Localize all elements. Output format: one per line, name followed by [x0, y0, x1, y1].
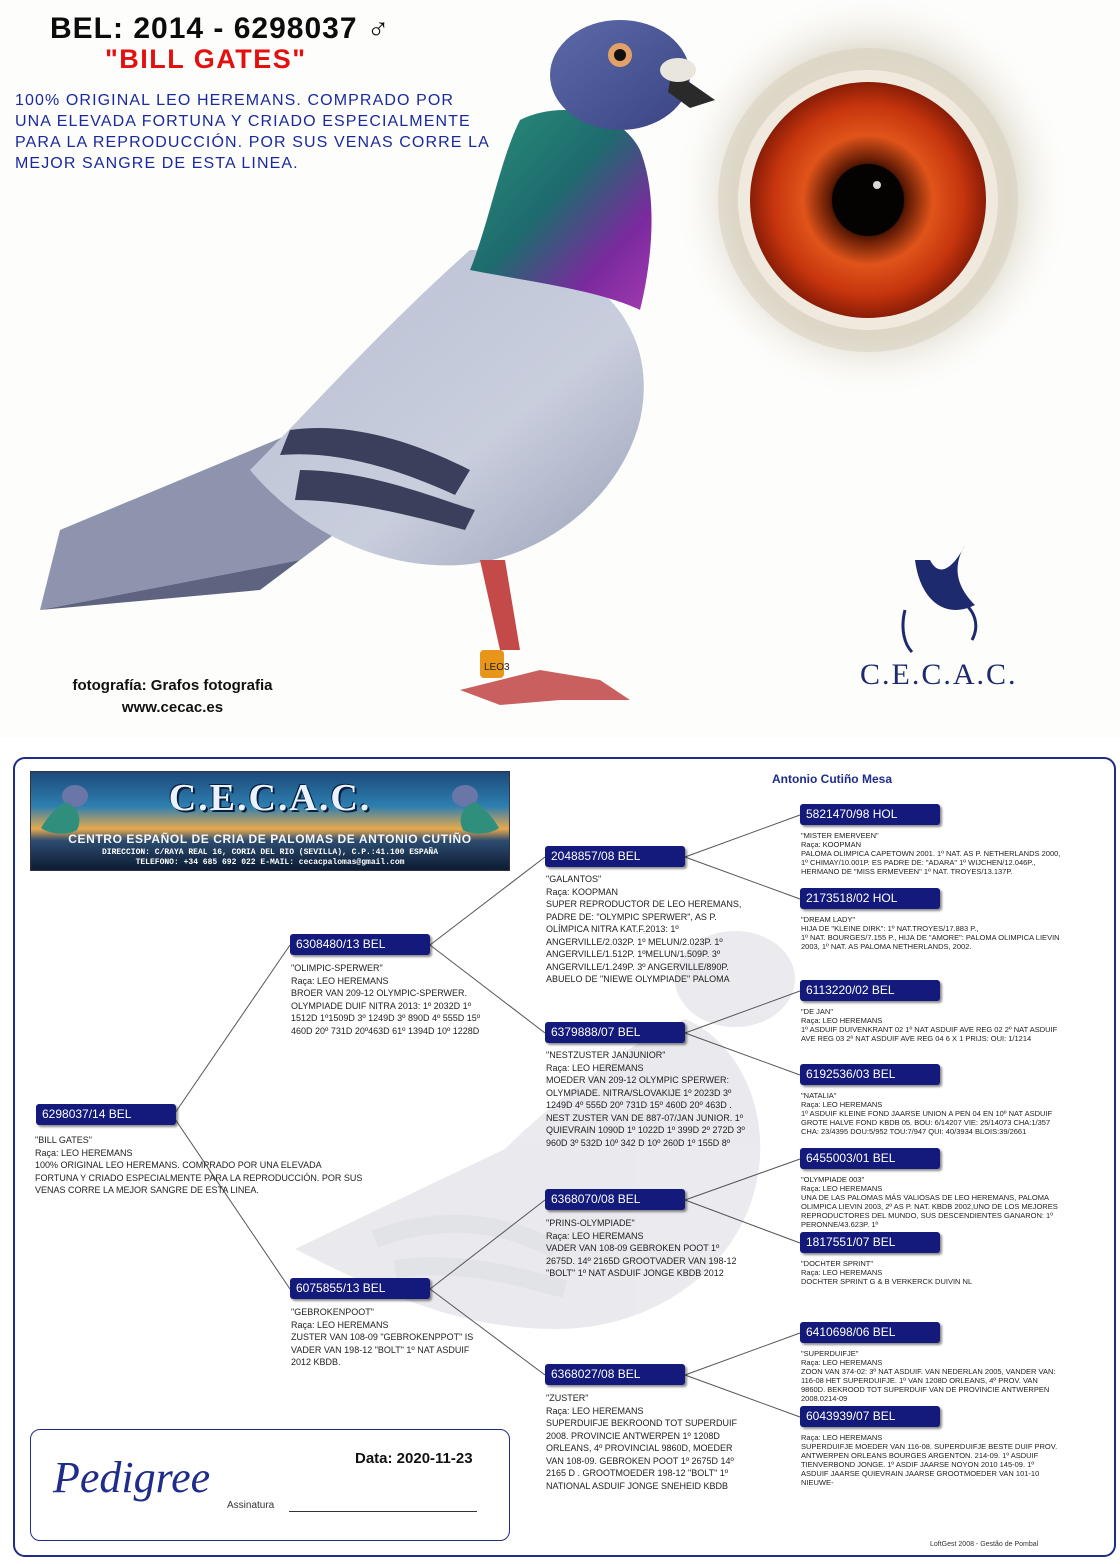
bird-name: "SUPERDUIFJE" [801, 1349, 859, 1358]
card-fff [801, 831, 1061, 876]
card-mff [801, 1175, 1061, 1229]
card-father [291, 962, 486, 1037]
bird-breed: Raça: LEO HEREMANS [801, 1358, 883, 1367]
card-subject [35, 1134, 365, 1197]
bird-notes: 100% ORIGINAL LEO HEREMANS. COMPRADO POR UNA ELEVADA FORTUNA Y CRIADO ESPECIALMENTE PARA LA REPRODUCCIÓN. POR SUS VENAS CORRE LA MEJOR SANGRE DE ESTA LINEA. [35, 1160, 363, 1195]
ring-ffm[interactable]: 2173518/02 HOL [800, 888, 940, 909]
bird-name: "MISTER EMERVEEN" [801, 831, 879, 840]
pedigree-logo: Pedigree [53, 1453, 211, 1502]
software-credit: LoftGest 2008 - Gestão de Pombal [930, 1541, 1039, 1548]
bird-name: "PRINS-OLYMPIADE" [546, 1218, 635, 1228]
bird-name: "BILL GATES" [35, 1135, 92, 1145]
ring-mmf[interactable]: 6410698/06 BEL [800, 1322, 940, 1343]
bird-notes: 1º NAT. BOURGES/7.155 P., HIJA DE "AMORE": PALOMA OLIMPICA LIEVIN 2003, 1º NAT. AS PALOMA NETHERLANDS, 2002. [801, 933, 1060, 951]
ring-father[interactable]: 6308480/13 BEL [290, 934, 430, 955]
card-mm [546, 1392, 746, 1492]
bird-breed: Raça: LEO HEREMANS [801, 1100, 883, 1109]
card-mfm [801, 1259, 1061, 1286]
ring-ff[interactable]: 2048857/08 BEL [545, 846, 685, 867]
ring-fmf[interactable]: 6113220/02 BEL [800, 980, 940, 1001]
signature-label: Assinatura [227, 1500, 275, 1511]
bird-notes: DOCHTER SPRINT G & B VERKERCK DUIVIN NL [801, 1277, 973, 1286]
owner-name: Antonio Cutiño Mesa [772, 772, 892, 786]
bird-notes: SUPERDUIFJE BEKROOND TOT SUPERDUIF 2008. PROVINCIE ANTWERPEN 1º 1208D ORLEANS, 4º PROVINCIAL 9860D, MOEDER VAN 108-09. GEBROKEN POOT 1º 2675D 14º 2165 D . GROOTMOEDER 198-12 "BOLT" 1º NATIONAL ASDUIF JONGE SNEHEID KBDB [546, 1418, 738, 1491]
bird-breed: Raça: LEO HEREMANS [291, 1319, 389, 1330]
hero-ring-title: BEL: 2014 - 6298037 ♂ [50, 12, 391, 45]
pedigree-sheet [13, 757, 1116, 1557]
photo-credit-line: fotografía: Grafos fotografia [72, 677, 273, 694]
card-mmm [801, 1433, 1061, 1487]
bird-breed: Raça: LEO HEREMANS [546, 1230, 644, 1241]
bird-breed: Raça: LEO HEREMANS [35, 1147, 133, 1158]
bird-name: "OLIMPIC-SPERWER" [291, 963, 383, 973]
ring-tag: LEO3 [484, 662, 510, 673]
ring-mff[interactable]: 6455003/01 BEL [800, 1148, 940, 1169]
banner-subtitle: CENTRO ESPAÑOL DE CRIA DE PALOMAS DE ANTONIO CUTIÑO [68, 832, 472, 846]
card-mother [291, 1306, 486, 1369]
ring-fmm[interactable]: 6192536/03 BEL [800, 1064, 940, 1085]
card-mmf [801, 1349, 1061, 1403]
bird-notes: ZUSTER VAN 108-09 "GEBROKENPPOT" IS VADER VAN 198-12 "BOLT" 1º NAT ASDUIF 2012 KBDB. [291, 1332, 474, 1367]
bird-notes: UNA DE LAS PALOMAS MÁS VALIOSAS DE LEO HEREMANS, PALOMA OLIMPICA LIEVIN 2003, 2º AS P. NAT. KBDB 2002,UNO DE LOS MEJORES REPRODUCTORES DEL MUNDO, SUS DESCENDIENTES GANARON: 1º PERONNE/43.623P. 1º [801, 1193, 1058, 1229]
bird-breed: Raça: LEO HEREMANS [801, 1184, 883, 1193]
cecac-logo-text: C.E.C.A.C. [860, 658, 1018, 691]
ring-fm[interactable]: 6379888/07 BEL [545, 1022, 685, 1043]
bird-breed: Raça: LEO HEREMANS [801, 1016, 883, 1025]
ring-mother[interactable]: 6075855/13 BEL [290, 1278, 430, 1299]
bird-name: "DREAM LADY" [801, 915, 856, 924]
bird-name: "NATALIA" [801, 1091, 837, 1100]
website-link[interactable]: www.cecac.es [121, 699, 224, 716]
bird-breed: Raça: LEO HEREMANS [546, 1062, 644, 1073]
ring-subject[interactable]: 6298037/14 BEL [36, 1104, 176, 1125]
card-fm [546, 1049, 746, 1149]
bird-name: "NESTZUSTER JANJUNIOR" [546, 1050, 666, 1060]
bird-breed: Raça: LEO HEREMANS [801, 1268, 883, 1277]
hero-photo-card [0, 0, 1120, 738]
cecac-banner [30, 771, 510, 871]
card-ffm [801, 915, 1061, 951]
bird-notes: SUPER REPRODUCTOR DE LEO HEREMANS, PADRE DE: "OLYMPIC SPERWER", AS P. OLÍMPICA NITRA KAT.F.2013: 1º ANGERVILLE/2.032P. 1º MELUN/2.023P. 1º ANGERVILLE/1.512P. 1ºMELUN/1.509P. 3º ANGERVILLE/1.249P. 3º ANGERVILLE/890P. ABUELO DE "NIEWE OLYMPIADE" PALOMA [546, 899, 742, 984]
bird-breed: Raça: LEO HEREMANS [801, 1433, 883, 1442]
card-ff [546, 873, 746, 986]
ring-mm[interactable]: 6368027/08 BEL [545, 1364, 685, 1385]
bird-breed: Raça: KOOPMAN [546, 886, 619, 897]
card-fmf [801, 1007, 1061, 1043]
bird-breed: Raça: LEO HEREMANS [546, 1405, 644, 1416]
bird-notes: BROER VAN 209-12 OLYMPIC-SPERWER. OLYMPIADE DUIF NITRA 2013: 1º 2032D 1º 1512D 1º1509D 3º 1249D 3º 890D 4º 555D 15º 460D 20º 731D 20º463D 61º 1394D 10º 1228D [291, 988, 481, 1036]
card-mf [546, 1217, 741, 1280]
hero-description: 100% ORIGINAL LEO HEREMANS. COMPRADO POR UNA ELEVADA FORTUNA Y CRIADO ESPECIALMENTE PARA LA REPRODUCCIÓN. POR SUS VENAS CORRE LA MEJOR SANGRE DE ESTA LINEA. [15, 92, 489, 172]
bird-name: "DOCHTER SPRINT" [801, 1259, 873, 1268]
bird-notes: 1º ASDUIF DUIVENKRANT 02 1º NAT ASDUIF AVE REG 02 2º NAT ASDUIF AVE REG 03 2º NAT ASDUIF AVE REG 04 6 X 1 PRIJS: OUI: 1/1214 [801, 1025, 1058, 1043]
bird-notes: 1º ASDUIF KLEINE FOND JAARSE UNION A PEN 04 EN 10º NAT ASDUIF GROTE HALVE FOND KBDB 05. BOU: 6/14207 VIE: 25/14073 CHA:1/357 CHA: 23/4395 DOU:5/952 TOU:7/947 QUI: 40/3934 BLOIS:39/2661 [801, 1109, 1053, 1136]
ring-fff[interactable]: 5821470/98 HOL [800, 804, 940, 825]
bird-breed: Raça: LEO HEREMANS [291, 975, 389, 986]
bird-notes: MOEDER VAN 209-12 OLYMPIC SPERWER: OLYMPIADE. NITRA/SLOVAKIJE 1º 2023D 3º 1249D 4º 555D 20º 731D 15º 460D 20º 463D . NEST ZUSTER VAN DE 887-07/JAN JUNIOR. 1º QUIEVRAIN 1090D 1º 1022D 1º 399D 2º 272D 3º 960D 3º 532D 10º 342 D 10º 260D 1º 155D 8º [546, 1075, 745, 1148]
bird-name: "GALANTOS" [546, 874, 602, 884]
ring-mf[interactable]: 6368070/08 BEL [545, 1189, 685, 1210]
bird-name: "OLYMPIADE 003" [801, 1175, 865, 1184]
banner-contact: TELEFONO: +34 685 692 022 E-MAIL: cecacpalomas@gmail.com [135, 858, 405, 867]
bird-notes: PALOMA OLIMPICA CAPETOWN 2001. 1º NAT. AS P. NETHERLANDS 2000, 1º CHIMAY/10.001P. ES PADRE DE: "ADARA" 1º WIJCHEN/12.046P., HERMANO DE "MISS ERMEVEEN" 1º NAT. TROYES/13.137P. [801, 849, 1061, 876]
ring-mmm[interactable]: 6043939/07 BEL [800, 1406, 940, 1427]
card-fmm [801, 1091, 1061, 1136]
photo-credit [60, 675, 285, 719]
cecac-logo-bird [903, 545, 976, 652]
bird-name: "DE JAN" [801, 1007, 833, 1016]
bird-breed: HIJA DE "KLEINE DIRK": 1º NAT.TROYES/17.883 P., [801, 924, 979, 933]
bird-notes: VADER VAN 108-09 GEBROKEN POOT 1º 2675D. 14º 2165D GROOTVADER VAN 198-12 "BOLT" 1º NAT ASDUIF JONGE KBDB 2012 [546, 1243, 737, 1278]
pedigree-footer-box [30, 1429, 510, 1541]
banner-address: DIRECCION: C/RAYA REAL 16, CORIA DEL RIO (SEVILLA), C.P.:41.100 ESPAÑA [101, 848, 439, 857]
pedigree-date: Data: 2020-11-23 [355, 1450, 473, 1467]
bird-name: "ZUSTER" [546, 1393, 589, 1403]
bird-breed: Raça: KOOPMAN [801, 840, 862, 849]
bird-name: "GEBROKENPOOT" [291, 1307, 374, 1317]
bird-notes: SUPERDUIFJE MOEDER VAN 116-08. SUPERDUIFJE BESTE DUIF PROV. ANTWERPEN ORLEANS BOURGES ARGENTON. 214-09. 1º ASDUIF TIENVERBOND JONGE. 1º ASDIF JAARSE NOYON 2010 145-09. 1º ASDUIF JAARSE QUIEVRAIN JAARSE GROOTMOEDER VAN 101-10 NIEUWE- [801, 1442, 1058, 1487]
hero-bird-name: "BILL GATES" [105, 44, 307, 74]
ring-mfm[interactable]: 1817551/07 BEL [800, 1232, 940, 1253]
signature-line[interactable] [289, 1511, 477, 1512]
banner-title: C.E.C.A.C. [168, 777, 372, 819]
bird-notes: ZOON VAN 374-02: 3º NAT ASDUIF. VAN NEDERLAN 2005, VANDER VAN: 116-08 HET SUPERDUIFJE. 1º VAN 1208D ORLEANS, 4º PROV. VAN 9860D. BEKROOD TOT SUPERDUIF VAN DE PROVINCIE ANTWERPEN 2008.0214-09 [801, 1367, 1056, 1403]
